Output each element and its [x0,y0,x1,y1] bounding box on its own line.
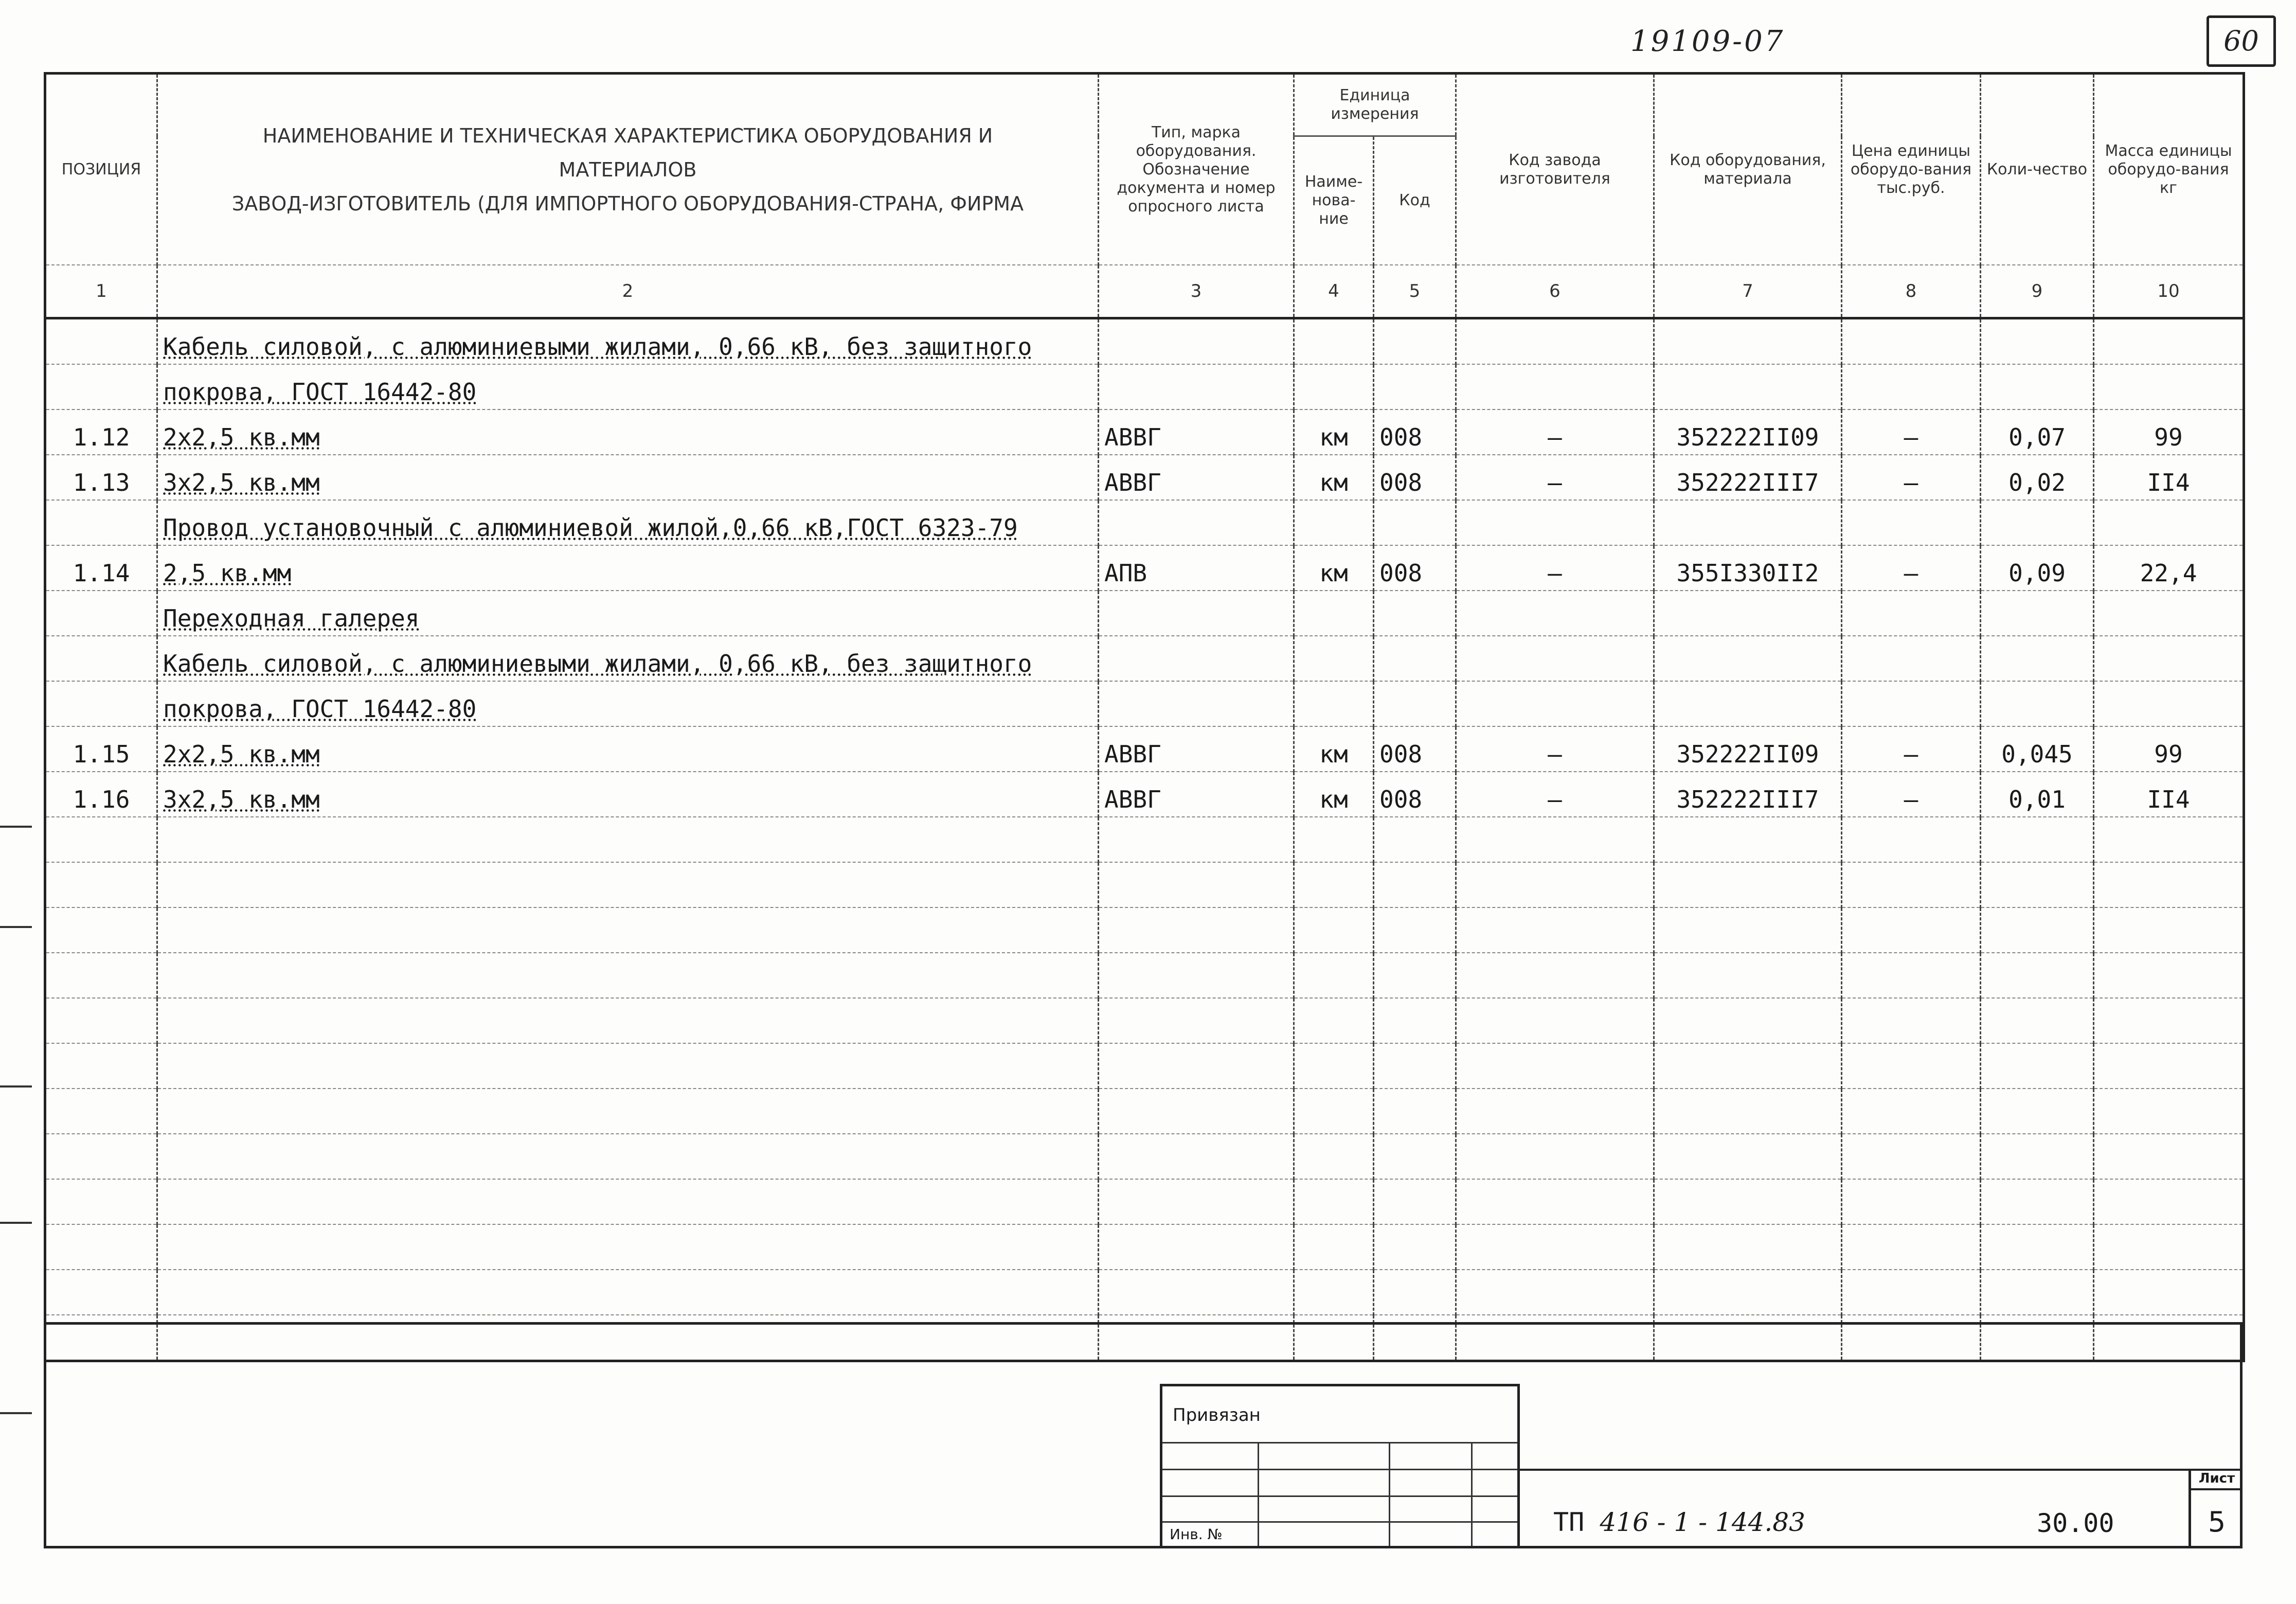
specification-body [45,318,2244,1361]
empty-cell [1374,907,1456,953]
empty-cell [45,1179,157,1224]
type-cell: АВВГ [1099,772,1294,817]
empty-cell [1842,1224,1981,1270]
empty-cell [1456,998,1654,1043]
empty-cell [45,862,157,907]
type-cell [1099,318,1294,365]
type-cell: АВВГ [1099,455,1294,500]
empty-cell [1842,953,1981,998]
empty-cell [1456,907,1654,953]
unit-name-cell: км [1294,455,1374,500]
type-cell [1099,500,1294,545]
empty-cell [1294,998,1374,1043]
empty-cell [1842,907,1981,953]
maker-code-cell [1456,318,1654,365]
empty-table-row [45,1089,2244,1134]
quantity-cell: 0,045 [1981,726,2094,772]
position-cell [45,364,157,409]
maker-code-cell: – [1456,409,1654,455]
empty-cell [1654,817,1842,862]
price-cell: – [1842,772,1981,817]
empty-cell [1981,1270,2094,1315]
unit-code-cell: 008 [1374,772,1456,817]
empty-cell [1294,1089,1374,1134]
document-code-suffix: 30.00 [2037,1508,2114,1538]
column-number: 8 [1842,265,1981,318]
table-row [45,772,2244,817]
empty-cell [2094,998,2244,1043]
table-row [45,726,2244,772]
page-mark-box: 60 [2207,15,2276,67]
stamp-line [1162,1495,1517,1497]
empty-cell [1374,1270,1456,1315]
empty-cell [1842,862,1981,907]
mass-cell: 22,4 [2094,545,2244,591]
empty-cell [45,907,157,953]
empty-cell [157,907,1099,953]
empty-cell [1294,1270,1374,1315]
empty-cell [157,1179,1099,1224]
type-cell: АВВГ [1099,409,1294,455]
name-cell: Кабель силовой, с алюминиевыми жилами, 0,66 кВ, без защитного [157,318,1099,365]
empty-cell [1099,1270,1294,1315]
unit-code-cell [1374,636,1456,681]
empty-cell [1842,817,1981,862]
empty-cell [2094,907,2244,953]
quantity-cell: 0,01 [1981,772,2094,817]
name-cell: покрова, ГОСТ 16442-80 [157,364,1099,409]
position-cell: 1.14 [45,545,157,591]
table-row [45,545,2244,591]
empty-cell [1456,1270,1654,1315]
header-name [157,74,1099,265]
empty-cell [1654,1043,1842,1089]
name-cell: покрова, ГОСТ 16442-80 [157,681,1099,726]
mass-cell [2094,681,2244,726]
empty-cell [1456,1179,1654,1224]
type-cell: АПВ [1099,545,1294,591]
empty-table-row [45,1224,2244,1270]
mass-cell: 99 [2094,726,2244,772]
empty-cell [1981,1224,2094,1270]
sheet-box [2189,1469,2243,1548]
table-row [45,636,2244,681]
item-code-cell [1654,318,1842,365]
position-cell [45,591,157,636]
empty-cell [1456,1224,1654,1270]
sheet-label: Лист [2191,1471,2243,1490]
empty-cell [1654,1224,1842,1270]
maker-code-cell [1456,636,1654,681]
bottom-frame [44,1322,2243,1548]
item-code-cell: 352222II09 [1654,726,1842,772]
empty-cell [2094,1179,2244,1224]
empty-cell [1842,1270,1981,1315]
empty-cell [2094,1270,2244,1315]
empty-cell [1099,1179,1294,1224]
margin-tick [0,1412,32,1414]
name-cell: 2,5 кв.мм [157,545,1099,591]
header-unit-name: Наиме-нова-ние [1294,136,1374,265]
empty-cell [45,998,157,1043]
position-cell [45,318,157,365]
unit-name-cell [1294,364,1374,409]
empty-cell [1294,862,1374,907]
item-code-cell: 355I330II2 [1654,545,1842,591]
column-number: 1 [45,265,157,318]
table-row [45,500,2244,545]
empty-cell [1654,1179,1842,1224]
empty-cell [1099,907,1294,953]
empty-cell [1654,1134,1842,1179]
empty-cell [157,1270,1099,1315]
empty-cell [1456,817,1654,862]
empty-table-row [45,1043,2244,1089]
unit-code-cell [1374,500,1456,545]
column-number: 7 [1654,265,1842,318]
quantity-cell [1981,500,2094,545]
empty-cell [1842,1134,1981,1179]
name-cell: 3х2,5 кв.мм [157,772,1099,817]
quantity-cell: 0,02 [1981,455,2094,500]
price-cell [1842,364,1981,409]
unit-code-cell: 008 [1374,455,1456,500]
unit-name-cell: км [1294,409,1374,455]
margin-tick [0,1222,32,1224]
empty-cell [2094,1224,2244,1270]
table-row [45,681,2244,726]
empty-cell [1294,1043,1374,1089]
column-number: 3 [1099,265,1294,318]
binding-stamp [1160,1384,1520,1548]
type-cell [1099,681,1294,726]
empty-cell [1374,953,1456,998]
price-cell [1842,681,1981,726]
empty-cell [1981,1089,2094,1134]
name-cell: Кабель силовой, с алюминиевыми жилами, 0,66 кВ, без защитного [157,636,1099,681]
empty-cell [1294,1134,1374,1179]
empty-cell [1456,862,1654,907]
unit-code-cell [1374,681,1456,726]
price-cell: – [1842,726,1981,772]
empty-cell [45,1043,157,1089]
unit-code-cell [1374,591,1456,636]
column-number: 4 [1294,265,1374,318]
unit-name-cell [1294,318,1374,365]
empty-cell [1981,1043,2094,1089]
maker-code-cell [1456,500,1654,545]
empty-cell [1099,1089,1294,1134]
title-block-line [1520,1469,2243,1471]
header-item-code: Код оборудования, материала [1654,74,1842,265]
empty-cell [1099,1224,1294,1270]
empty-cell [1099,998,1294,1043]
empty-cell [157,817,1099,862]
maker-code-cell: – [1456,545,1654,591]
header-price: Цена единицы оборудо-вания тыс.руб. [1842,74,1981,265]
empty-cell [1374,1043,1456,1089]
empty-cell [1099,953,1294,998]
empty-cell [1374,1089,1456,1134]
empty-cell [2094,862,2244,907]
empty-cell [45,817,157,862]
sheet-number: 5 [2208,1506,2226,1538]
stamp-title: Привязан [1173,1405,1261,1425]
stamp-line [1389,1442,1390,1546]
position-cell: 1.13 [45,455,157,500]
stamp-line [1162,1442,1517,1443]
table-row [45,409,2244,455]
header-unit-group: Единица измерения [1294,74,1456,136]
unit-name-cell [1294,591,1374,636]
header-position: ПОЗИЦИЯ [45,74,157,265]
empty-cell [2094,1089,2244,1134]
unit-code-cell [1374,318,1456,365]
item-code-cell [1654,364,1842,409]
document-code [1553,1507,1805,1537]
column-number: 5 [1374,265,1456,318]
item-code-cell [1654,500,1842,545]
empty-cell [1099,862,1294,907]
empty-cell [157,998,1099,1043]
empty-cell [1374,862,1456,907]
empty-cell [2094,1134,2244,1179]
empty-table-row [45,907,2244,953]
column-number: 10 [2094,265,2244,318]
table-row [45,364,2244,409]
empty-cell [1654,907,1842,953]
position-cell: 1.15 [45,726,157,772]
empty-cell [157,953,1099,998]
type-cell [1099,636,1294,681]
empty-cell [1099,817,1294,862]
empty-cell [2094,953,2244,998]
quantity-cell: 0,07 [1981,409,2094,455]
empty-cell [1099,1043,1294,1089]
maker-code-cell [1456,364,1654,409]
empty-cell [1099,1134,1294,1179]
price-cell [1842,318,1981,365]
empty-cell [1294,1224,1374,1270]
empty-cell [1654,862,1842,907]
empty-cell [1456,1134,1654,1179]
empty-cell [1374,1224,1456,1270]
position-cell: 1.16 [45,772,157,817]
document-code-prefix: ТП [1553,1507,1585,1537]
price-cell [1842,500,1981,545]
empty-table-row [45,1179,2244,1224]
item-code-cell [1654,636,1842,681]
stamp-line [1258,1442,1259,1546]
header-type: Тип, марка оборудования. Обозначение документа и номер опросного листа [1099,74,1294,265]
header-name-line: ЗАВОД-ИЗГОТОВИТЕЛЬ (ДЛЯ ИМПОРТНОГО ОБОРУДОВАНИЯ-СТРАНА, ФИРМА [231,192,1024,215]
mass-cell [2094,364,2244,409]
position-cell [45,681,157,726]
empty-cell [1654,1089,1842,1134]
empty-cell [1654,1270,1842,1315]
empty-cell [2094,817,2244,862]
name-cell: Провод установочный с алюминиевой жилой,0,66 кВ,ГОСТ 6323-79 [157,500,1099,545]
empty-table-row [45,998,2244,1043]
stamp-line [1162,1521,1517,1523]
unit-name-cell: км [1294,726,1374,772]
margin-tick [0,1085,32,1088]
column-number: 9 [1981,265,2094,318]
type-cell [1099,364,1294,409]
quantity-cell [1981,681,2094,726]
handwritten-document-number: 19109-07 [1630,25,1785,58]
header-unit-code: Код [1374,136,1456,265]
empty-cell [1374,1179,1456,1224]
empty-cell [1294,1179,1374,1224]
position-cell [45,636,157,681]
unit-code-cell: 008 [1374,409,1456,455]
unit-name-cell [1294,681,1374,726]
empty-cell [1981,1134,2094,1179]
empty-cell [1456,1089,1654,1134]
empty-cell [45,1224,157,1270]
empty-cell [1981,953,2094,998]
empty-cell [1981,817,2094,862]
empty-cell [1456,953,1654,998]
stamp-line [1471,1442,1473,1546]
empty-cell [157,1043,1099,1089]
mass-cell [2094,500,2244,545]
empty-cell [1842,998,1981,1043]
margin-tick [0,826,32,828]
price-cell [1842,636,1981,681]
quantity-cell [1981,364,2094,409]
empty-table-row [45,1134,2244,1179]
empty-cell [45,1134,157,1179]
name-cell: 2х2,5 кв.мм [157,726,1099,772]
empty-cell [1981,998,2094,1043]
item-code-cell: 352222III7 [1654,455,1842,500]
maker-code-cell [1456,591,1654,636]
mass-cell [2094,591,2244,636]
unit-name-cell: км [1294,772,1374,817]
type-cell: АВВГ [1099,726,1294,772]
empty-table-row [45,953,2244,998]
empty-cell [1294,817,1374,862]
mass-cell: 99 [2094,409,2244,455]
mass-cell: II4 [2094,455,2244,500]
margin-tick [0,926,32,928]
position-cell [45,500,157,545]
mass-cell [2094,636,2244,681]
empty-cell [1374,1134,1456,1179]
empty-cell [1654,953,1842,998]
empty-cell [1456,1043,1654,1089]
unit-code-cell: 008 [1374,726,1456,772]
quantity-cell [1981,636,2094,681]
mass-cell: II4 [2094,772,2244,817]
specification-table [44,72,2245,1362]
price-cell: – [1842,545,1981,591]
type-cell [1099,591,1294,636]
empty-cell [1294,953,1374,998]
empty-table-row [45,862,2244,907]
header-maker-code: Код завода изготовителя [1456,74,1654,265]
price-cell: – [1842,455,1981,500]
price-cell [1842,591,1981,636]
empty-cell [157,1089,1099,1134]
unit-name-cell [1294,500,1374,545]
quantity-cell: 0,09 [1981,545,2094,591]
maker-code-cell [1456,681,1654,726]
empty-cell [1842,1089,1981,1134]
empty-cell [1981,907,2094,953]
empty-cell [157,1134,1099,1179]
name-cell: 2х2,5 кв.мм [157,409,1099,455]
column-number-row [45,265,2244,318]
quantity-cell [1981,318,2094,365]
empty-cell [1981,862,2094,907]
maker-code-cell: – [1456,726,1654,772]
item-code-cell [1654,681,1842,726]
header-name-line: МАТЕРИАЛОВ [559,158,697,181]
header-quantity: Коли-чество [1981,74,2094,265]
inventory-label: Инв. № [1170,1526,1223,1543]
empty-cell [1981,1179,2094,1224]
item-code-cell: 352222II09 [1654,409,1842,455]
empty-cell [157,862,1099,907]
position-cell: 1.12 [45,409,157,455]
maker-code-cell: – [1456,455,1654,500]
unit-name-cell [1294,636,1374,681]
item-code-cell [1654,591,1842,636]
header-name-line: НАИМЕНОВАНИЕ И ТЕХНИЧЕСКАЯ ХАРАКТЕРИСТИКА ОБОРУДОВАНИЯ И [262,124,993,147]
name-cell: 3х2,5 кв.мм [157,455,1099,500]
unit-name-cell: км [1294,545,1374,591]
item-code-cell: 352222III7 [1654,772,1842,817]
table-row [45,591,2244,636]
header-mass: Масса единицы оборудо-вания кг [2094,74,2244,265]
empty-table-row [45,1270,2244,1315]
table-row [45,455,2244,500]
empty-cell [45,953,157,998]
empty-cell [1374,998,1456,1043]
table-row [45,318,2244,365]
name-cell: Переходная галерея [157,591,1099,636]
empty-cell [1654,998,1842,1043]
maker-code-cell: – [1456,772,1654,817]
empty-cell [1294,907,1374,953]
quantity-cell [1981,591,2094,636]
column-number: 2 [157,265,1099,318]
empty-table-row [45,817,2244,862]
stamp-line [1162,1469,1517,1470]
empty-cell [45,1089,157,1134]
price-cell: – [1842,409,1981,455]
unit-code-cell: 008 [1374,545,1456,591]
empty-cell [157,1224,1099,1270]
empty-cell [1842,1043,1981,1089]
unit-code-cell [1374,364,1456,409]
empty-cell [1374,817,1456,862]
empty-cell [1842,1179,1981,1224]
column-number: 6 [1456,265,1654,318]
header-row [45,74,2244,136]
document-code-handwritten: 416 - 1 - 144.83 [1600,1507,1805,1537]
empty-cell [45,1270,157,1315]
mass-cell [2094,318,2244,365]
empty-cell [2094,1043,2244,1089]
